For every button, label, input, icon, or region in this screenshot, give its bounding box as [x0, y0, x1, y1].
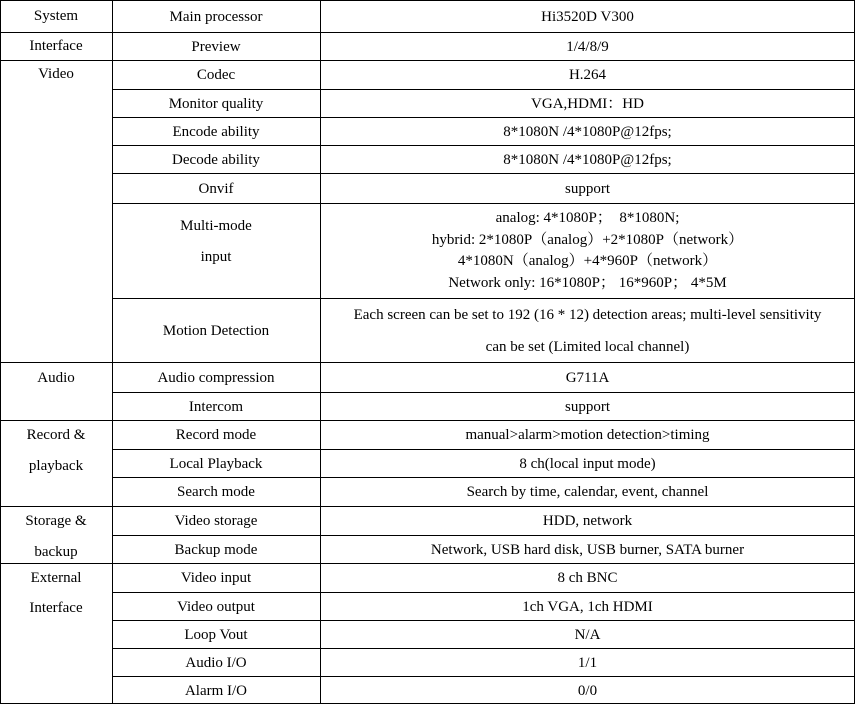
table-row: [0, 421, 855, 449]
table-row: [0, 33, 855, 60]
category-storage-backup: Storage & backup: [25, 513, 87, 560]
feature-value: 1/4/8/9: [566, 38, 609, 55]
feature-label: Decode ability: [172, 151, 260, 168]
table-row: [0, 393, 855, 420]
feature-value: 8*1080N /4*1080P@12fps;: [503, 151, 672, 168]
table-row: [0, 204, 855, 298]
feature-value: Network, USB hard disk, USB burner, SATA burner: [430, 541, 745, 558]
feature-label: Intercom: [188, 398, 244, 415]
table-row: [0, 507, 855, 535]
feature-label: Preview: [191, 38, 241, 55]
table-row: [0, 677, 855, 704]
feature-label: Local Playback: [169, 455, 263, 472]
feature-value: Each screen can be set to 192 (16 * 12) detection areas; multi-level sensitivity can be set (Limited local channel): [353, 306, 822, 355]
feature-value: Search by time, calendar, event, channel: [466, 484, 709, 500]
feature-value: N/A: [574, 626, 601, 643]
category-record-playback: Record & playback: [26, 427, 86, 474]
table-row: [0, 363, 855, 392]
table-row: [0, 593, 855, 620]
feature-value: manual>alarm>motion detection>timing: [465, 427, 710, 443]
category-system: System: [33, 8, 79, 24]
table-row: [0, 174, 855, 203]
feature-value: HDD, network: [542, 513, 633, 529]
feature-label: Motion Detection: [162, 322, 270, 339]
feature-value: 1ch VGA, 1ch HDMI: [522, 598, 653, 615]
table-row: [0, 621, 855, 648]
feature-value: support: [565, 398, 610, 415]
feature-value: H.264: [568, 67, 607, 83]
table-row: [0, 118, 855, 145]
feature-label: Onvif: [198, 180, 234, 197]
feature-label: Video output: [177, 598, 255, 615]
feature-value: 8 ch(local input mode): [519, 455, 656, 472]
table-row: [0, 90, 855, 117]
feature-value: G711A: [565, 369, 610, 386]
feature-label: Loop Vout: [184, 626, 248, 643]
feature-label: Main processor: [169, 8, 263, 25]
category-interface: Interface: [29, 38, 83, 54]
feature-label: Encode ability: [172, 123, 260, 140]
category-audio: Audio: [37, 370, 75, 386]
feature-label: Search mode: [177, 484, 255, 500]
feature-label: Backup mode: [174, 541, 258, 558]
feature-label: Video storage: [174, 513, 258, 529]
feature-value: 1/1: [577, 654, 598, 671]
feature-value: analog: 4*1080P； 8*1080N; hybrid: 2*1080P（analog）+2*1080P（network） 4*1080N（analog）+4*960P（network） Network only: 16*1080P； 16*960P； 4*5M: [431, 210, 744, 291]
feature-label: Audio compression: [157, 369, 275, 386]
table-row: [0, 1, 855, 32]
table-row: [0, 536, 855, 563]
table-row: [0, 564, 855, 592]
feature-label: Record mode: [175, 427, 257, 443]
feature-value: 0/0: [577, 682, 598, 699]
feature-label: Monitor quality: [168, 95, 264, 112]
table-row: [0, 478, 855, 506]
table-row: [0, 450, 855, 477]
feature-value: Hi3520D V300: [541, 8, 634, 25]
table-row: [0, 649, 855, 676]
table-row: [0, 146, 855, 173]
feature-label: Video input: [180, 570, 252, 586]
category-external-interface: External Interface: [29, 570, 83, 616]
feature-label: Codec: [196, 67, 236, 83]
table-row: [0, 299, 855, 362]
category-video: Video: [38, 66, 74, 82]
feature-value: support: [565, 180, 610, 197]
feature-value: 8 ch BNC: [557, 570, 618, 586]
feature-label: Audio I/O: [185, 654, 247, 671]
feature-label: Alarm I/O: [184, 682, 248, 699]
feature-value: 8*1080N /4*1080P@12fps;: [503, 123, 672, 140]
table-row: [0, 61, 855, 89]
feature-label: Multi-mode input: [180, 218, 252, 265]
feature-value: VGA,HDMI：HD: [531, 95, 644, 112]
